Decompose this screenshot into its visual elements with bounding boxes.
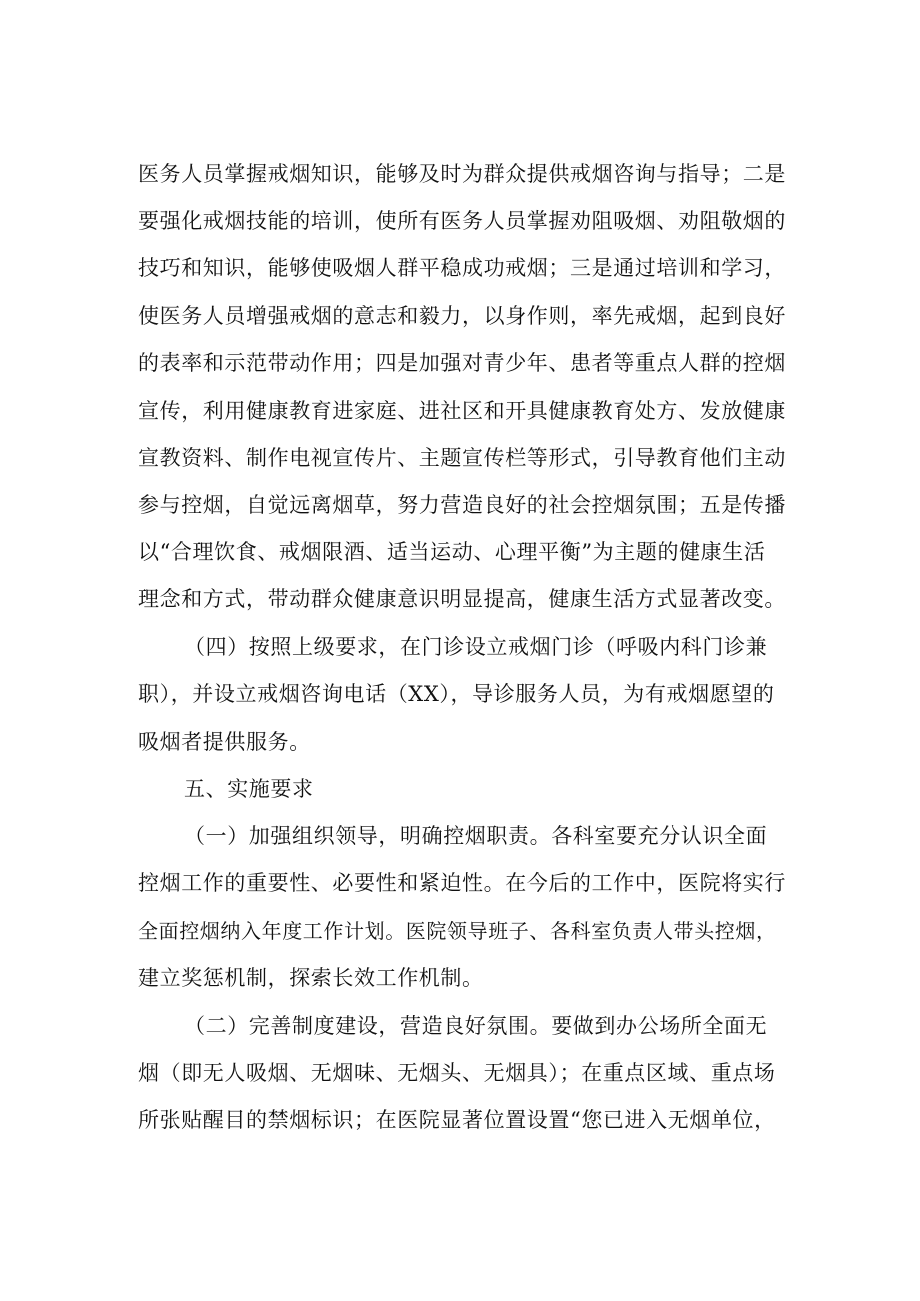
text-line: 吸烟者提供服务。 — [138, 730, 311, 754]
text-line: 烟（即无人吸烟、无烟味、无烟头、无烟具）；在重点区域、重点场 — [138, 1061, 776, 1085]
text-line: 的表率和示范带动作用；四是加强对青少年、患者等重点人群的控烟 — [138, 351, 786, 375]
paragraph-four-start: （四）按照上级要求，在门诊设立戒烟门诊（呼吸内科门诊兼 — [184, 635, 768, 659]
text-line: 要强化戒烟技能的培训，使所有医务人员掌握劝阻吸烟、劝阻敬烟的 — [138, 209, 786, 233]
text-line: 宣教资料、制作电视宣传片、主题宣传栏等形式，引导教育他们主动 — [138, 446, 786, 470]
text-line: 宣传，利用健康教育进家庭、进社区和开具健康教育处方、发放健康 — [138, 399, 786, 423]
text-line: 控烟工作的重要性、必要性和紧迫性。在今后的工作中，医院将实行 — [138, 871, 786, 895]
section-heading: 五、实施要求 — [184, 777, 314, 801]
text-line: 医务人员掌握戒烟知识，能够及时为群众提供戒烟咨询与指导；二是 — [138, 162, 786, 186]
text-line: 参与控烟，自觉远离烟草，努力营造良好的社会控烟氛围；五是传播 — [138, 493, 786, 517]
text-line: 以“合理饮食、戒烟限酒、适当运动、心理平衡”为主题的健康生活 — [138, 540, 766, 564]
text-line: 建立奖惩机制，探索长效工作机制。 — [138, 966, 484, 990]
text-line: 理念和方式，带动群众健康意识明显提高，健康生活方式显著改变。 — [138, 587, 786, 611]
text-line: 职），并设立戒烟咨询电话（XX），导诊服务人员，为有戒烟愿望的 — [138, 682, 775, 706]
text-line: 所张贴醒目的禁烟标识；在医院显著位置设置“您已进入无烟单位， — [138, 1108, 776, 1132]
paragraph-one-start: （一）加强组织领导，明确控烟职责。各科室要充分认识全面 — [184, 824, 768, 848]
paragraph-two-start: （二）完善制度建设，营造良好氛围。要做到办公场所全面无 — [184, 1014, 768, 1038]
text-line: 技巧和知识，能够使吸烟人群平稳成功戒烟；三是通过培训和学习， — [138, 256, 786, 280]
text-line: 全面控烟纳入年度工作计划。医院领导班子、各科室负责人带头控烟， — [138, 919, 777, 943]
text-line: 使医务人员增强戒烟的意志和毅力，以身作则，率先戒烟，起到良好 — [138, 304, 786, 328]
